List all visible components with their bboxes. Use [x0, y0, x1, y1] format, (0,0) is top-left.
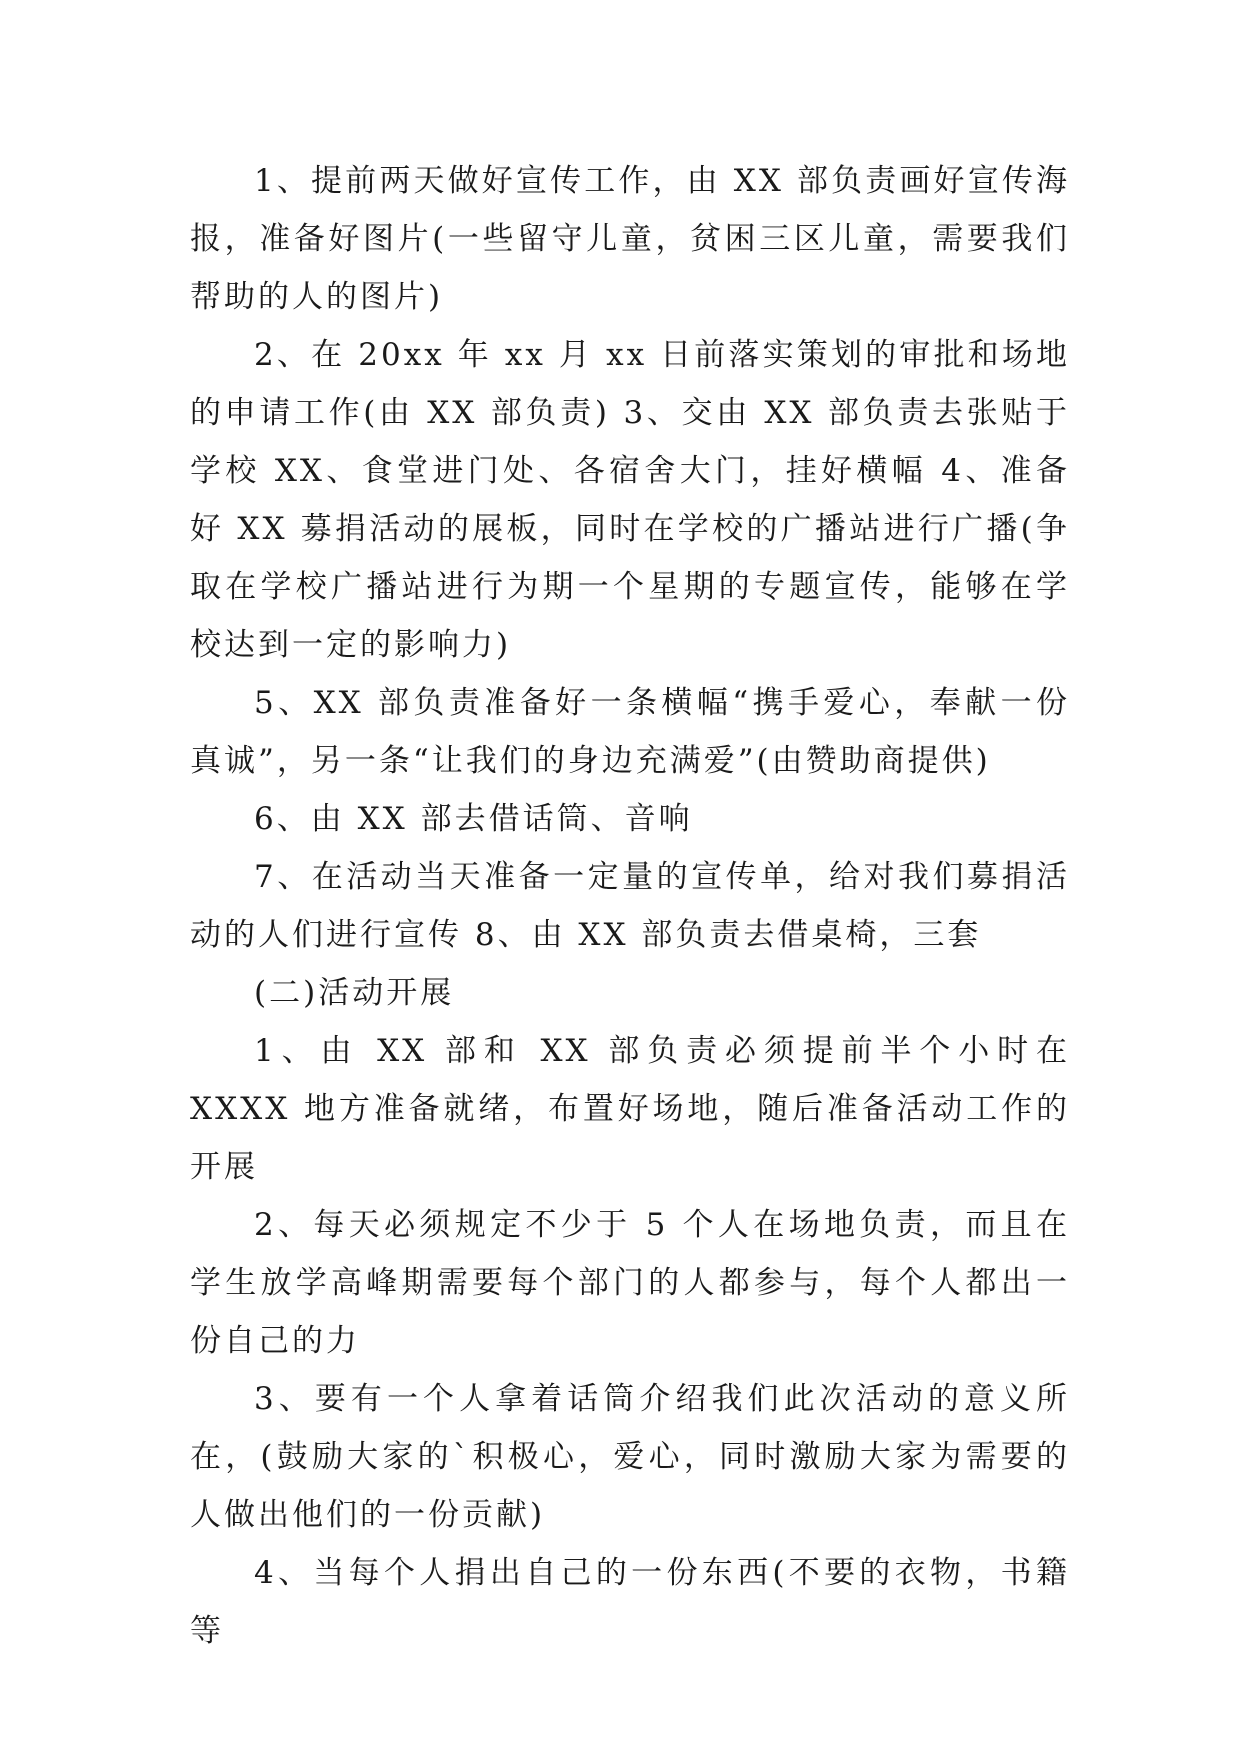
paragraph-activity-2: 2、每天必须规定不少于 5 个人在场地负责，而且在学生放学高峰期需要每个部门的人都参与，每个人都出一份自己的力: [190, 1207, 1070, 1359]
paragraph-prep-7-8: 7、在活动当天准备一定量的宣传单，给对我们募捐活动的人们进行宣传 8、由 XX 部负责去借桌椅，三套: [190, 859, 1070, 953]
paragraph-prep-6: 6、由 XX 部去借话筒、音响: [254, 801, 693, 837]
paragraph-prep-1: 1、提前两天做好宣传工作，由 XX 部负责画好宣传海报，准备好图片(一些留守儿童，贫困三区儿童，需要我们帮助的人的图片): [190, 163, 1070, 315]
paragraph-activity-4: 4、当每个人捐出自己的一份东西(不要的衣物，书籍等: [190, 1555, 1070, 1649]
paragraph-prep-5: 5、XX 部负责准备好一条横幅“携手爱心，奉献一份真诚”，另一条“让我们的身边充满爱”(由赞助商提供): [190, 685, 1070, 779]
paragraph-activity-1: 1、由 XX 部和 XX 部负责必须提前半个小时在 XXXX 地方准备就绪，布置好场地，随后准备活动工作的开展: [190, 1033, 1070, 1185]
paragraph-activity-3: 3、要有一个人拿着话筒介绍我们此次活动的意义所在，(鼓励大家的`积极心，爱心，同时激励大家为需要的人做出他们的一份贡献): [190, 1381, 1070, 1533]
paragraph-prep-2-4: 2、在 20xx 年 xx 月 xx 日前落实策划的审批和场地的申请工作(由 XX 部负责) 3、交由 XX 部负责去张贴于学校 XX、食堂进门处、各宿舍大门，挂好横幅 4、准备好 XX 募捐活动的展板，同时在学校的广播站进行广播(争取在学校广播站进行为期一个星期的专题宣传，能够在学校达到一定的影响力): [190, 337, 1070, 663]
document-body: [190, 152, 1070, 1660]
section-heading-activity: (二)活动开展: [254, 975, 455, 1011]
